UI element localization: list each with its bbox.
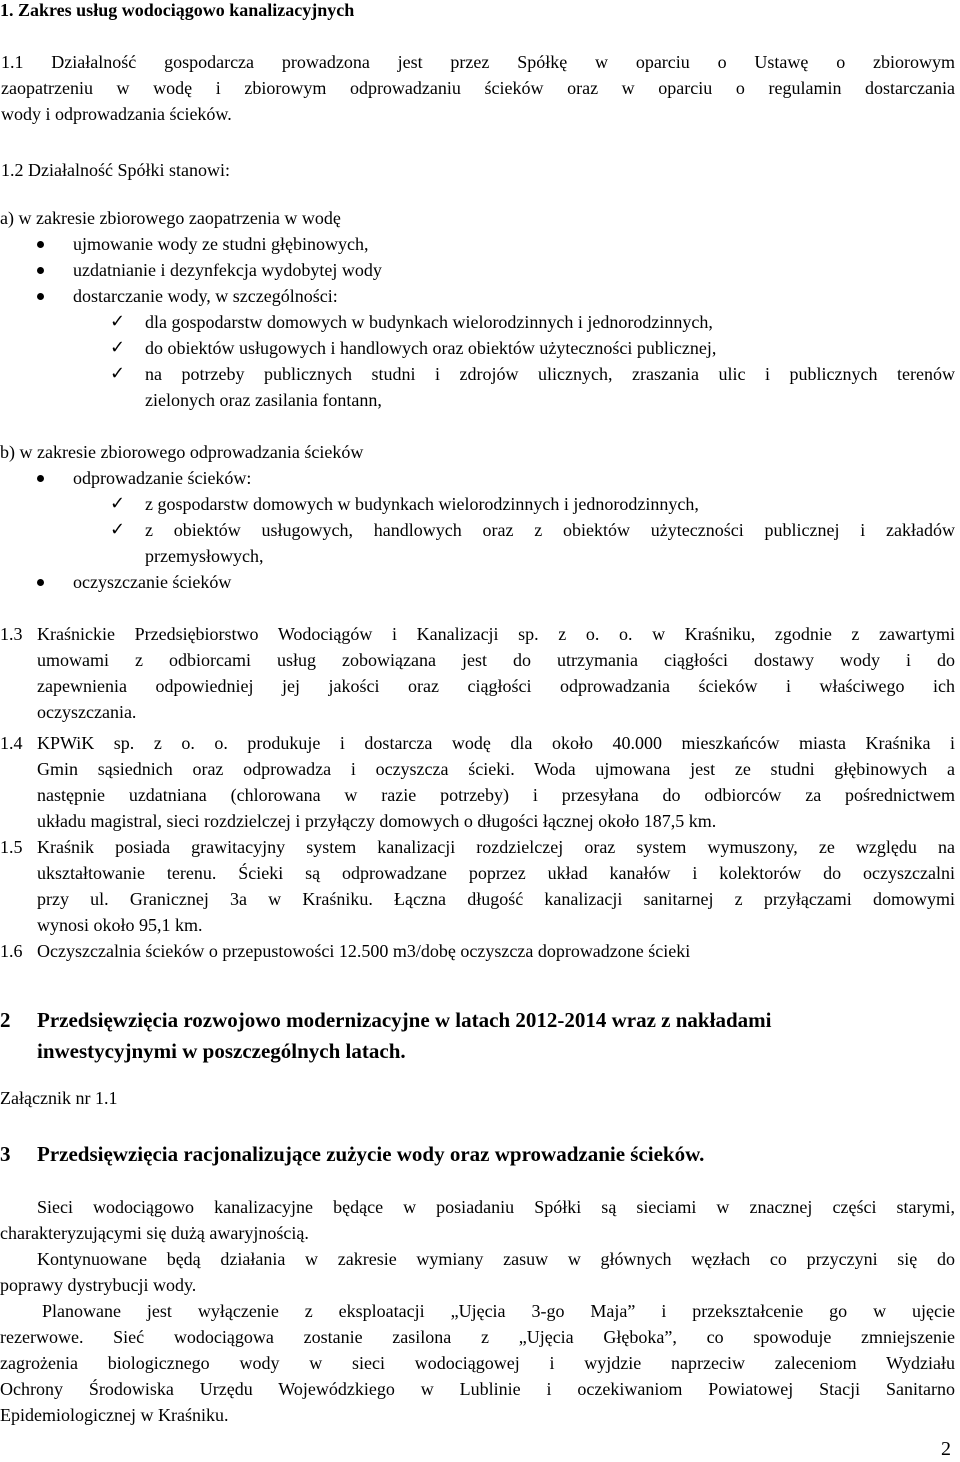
list-a-subitem-3-line-1: na potrzeby publicznych studni i zdrojów ulicznych, zraszania ulic i publicznych terenów (145, 364, 955, 384)
para-1-3-line-3: zapewnienia odpowiedniej jej jakości oraz ciągłości odprowadzania ścieków i właściwego ich (37, 676, 955, 696)
para-1-2-title: 1.2 Działalność Spółki stanowi: (1, 160, 230, 180)
para-1-3-line-2: umowami z odbiorcami usług zobowiązana jest do utrzymania ciągłości dostawy wody i do (37, 650, 955, 670)
checkmark-icon: ✓ (110, 493, 126, 514)
attachment-reference: Załącznik nr 1.1 (0, 1088, 118, 1108)
list-a-item-3: dostarczanie wody, w szczególności: (73, 286, 338, 306)
checkmark-icon: ✓ (110, 519, 126, 540)
section-2-number: 2 (0, 1008, 11, 1032)
para-1-5-line-2: ukształtowanie terenu. Ścieki są odprowadzane poprzez układ kanałów i kolektorów do oczyszczalni (37, 863, 955, 883)
para-1-1-line-1: 1.1 Działalność gospodarcza prowadzona jest przez Spółkę w oparciu o Ustawę o zbiorowym (1, 52, 955, 72)
list-b-subitem-2-line-2: przemysłowych, (145, 546, 264, 566)
section-3-number: 3 (0, 1142, 11, 1166)
para-3a-line-2: charakteryzującymi się dużą awaryjnością. (0, 1223, 309, 1243)
para-1-4-line-1: KPWiK sp. z o. o. produkuje i dostarcza wodę dla około 40.000 mieszkańców miasta Kraśnika i (37, 733, 955, 753)
list-a-subitem-1: dla gospodarstw domowych w budynkach wielorodzinnych i jednorodzinnych, (145, 312, 713, 332)
list-a-title: a) w zakresie zbiorowego zaopatrzenia w wodę (0, 208, 341, 228)
bullet-icon (37, 293, 44, 300)
list-b-item-2: oczyszczanie ścieków (73, 572, 232, 592)
section-2-heading-line-2: inwestycyjnymi w poszczególnych latach. (37, 1039, 406, 1063)
para-1-1-line-3: wody i odprowadzania ścieków. (1, 104, 232, 124)
list-a-subitem-2: do obiektów usługowych i handlowych oraz obiektów użyteczności publicznej, (145, 338, 717, 358)
list-b-item-1: odprowadzanie ścieków: (73, 468, 252, 488)
para-1-6-number: 1.6 (0, 941, 23, 961)
para-1-3-number: 1.3 (0, 624, 23, 644)
section-1-heading: 1. Zakres usług wodociągowo kanalizacyjnych (0, 0, 355, 20)
section-3-heading: Przedsięwzięcia racjonalizujące zużycie wody oraz wprowadzanie ścieków. (37, 1142, 705, 1166)
para-1-3-line-4: oczyszczania. (37, 702, 137, 722)
bullet-icon (37, 475, 44, 482)
list-b-title: b) w zakresie zbiorowego odprowadzania ścieków (0, 442, 364, 462)
para-3c-line-2: rezerwowe. Sieć wodociągowa zostanie zasilona z „Ujęcia Głęboka”, co spowoduje zmniejszenie (0, 1327, 955, 1347)
list-b-subitem-1: z gospodarstw domowych w budynkach wielorodzinnych i jednorodzinnych, (145, 494, 699, 514)
para-3b-line-1: Kontynuowane będą działania w zakresie wymiany zasuw w głównych węzłach co przyczyni się do (37, 1249, 955, 1269)
para-1-5-number: 1.5 (0, 837, 23, 857)
list-a-subitem-3-line-2: zielonych oraz zasilania fontann, (145, 390, 382, 410)
para-1-6-line-1: Oczyszczalnia ścieków o przepustowości 12.500 m3/dobę oczyszcza doprowadzone ścieki (37, 941, 691, 961)
list-a-item-2: uzdatnianie i dezynfekcja wydobytej wody (73, 260, 382, 280)
para-3b-line-2: poprawy dystrybucji wody. (0, 1275, 197, 1295)
bullet-icon (37, 267, 44, 274)
para-1-4-line-4: układu magistral, sieci rozdzielczej i przyłączy domowych o długości łącznej około 187,5 km. (37, 811, 717, 831)
para-3c-line-1: Planowane jest wyłączenie z eksploatacji „Ujęcia 3-go Maja” i przekształcenie go w ujęcie (42, 1301, 955, 1321)
bullet-icon (37, 579, 44, 586)
para-1-1-line-2: zaopatrzeniu w wodę i zbiorowym odprowadzaniu ścieków oraz w oparciu o regulamin dostarczania (1, 78, 955, 98)
bullet-icon (37, 241, 44, 248)
para-1-4-line-2: Gmin sąsiednich oraz odprowadza i oczyszcza ścieki. Woda ujmowana jest ze studni głębinowych a (37, 759, 955, 779)
para-1-4-number: 1.4 (0, 733, 23, 753)
para-1-4-line-3: następnie uzdatniana (chlorowana w razie potrzeby) i przesyłana do odbiorców za pośrednictwem (37, 785, 955, 805)
para-3a-line-1: Sieci wodociągowo kanalizacyjne będące w posiadaniu Spółki są sieciami w znacznej części starymi, (37, 1197, 955, 1217)
list-a-item-1: ujmowanie wody ze studni głębinowych, (73, 234, 369, 254)
checkmark-icon: ✓ (110, 363, 126, 384)
para-1-5-line-4: wynosi około 95,1 km. (37, 915, 203, 935)
para-3c-line-5: Epidemiologicznej w Kraśniku. (0, 1405, 229, 1425)
checkmark-icon: ✓ (110, 337, 126, 358)
para-3c-line-4: Ochrony Środowiska Urzędu Wojewódzkiego w Lublinie i oczekiwaniom Powiatowej Stacji Sanitarno (0, 1379, 955, 1399)
section-2-heading-line-1: Przedsięwzięcia rozwojowo modernizacyjne w latach 2012-2014 wraz z nakładami (37, 1008, 772, 1032)
checkmark-icon: ✓ (110, 311, 126, 332)
list-b-subitem-2-line-1: z obiektów usługowych, handlowych oraz z obiektów użyteczności publicznej i zakładów (145, 520, 955, 540)
para-3c-line-3: zagrożenia biologicznego wody w sieci wodociągowej i wyjdzie naprzeciw zaleceniom Wydziału (0, 1353, 955, 1373)
para-1-3-line-1: Kraśnickie Przedsiębiorstwo Wodociągów i Kanalizacji sp. z o. o. w Kraśniku, zgodnie z zawartymi (37, 624, 955, 644)
para-1-5-line-3: przy ul. Granicznej 3a w Kraśniku. Łączna długość kanalizacji sanitarnej z przyłączami domowymi (37, 889, 955, 909)
para-1-5-line-1: Kraśnik posiada grawitacyjny system kanalizacji rozdzielczej oraz system wymuszony, ze względu na (37, 837, 955, 857)
page-number: 2 (941, 1438, 951, 1460)
